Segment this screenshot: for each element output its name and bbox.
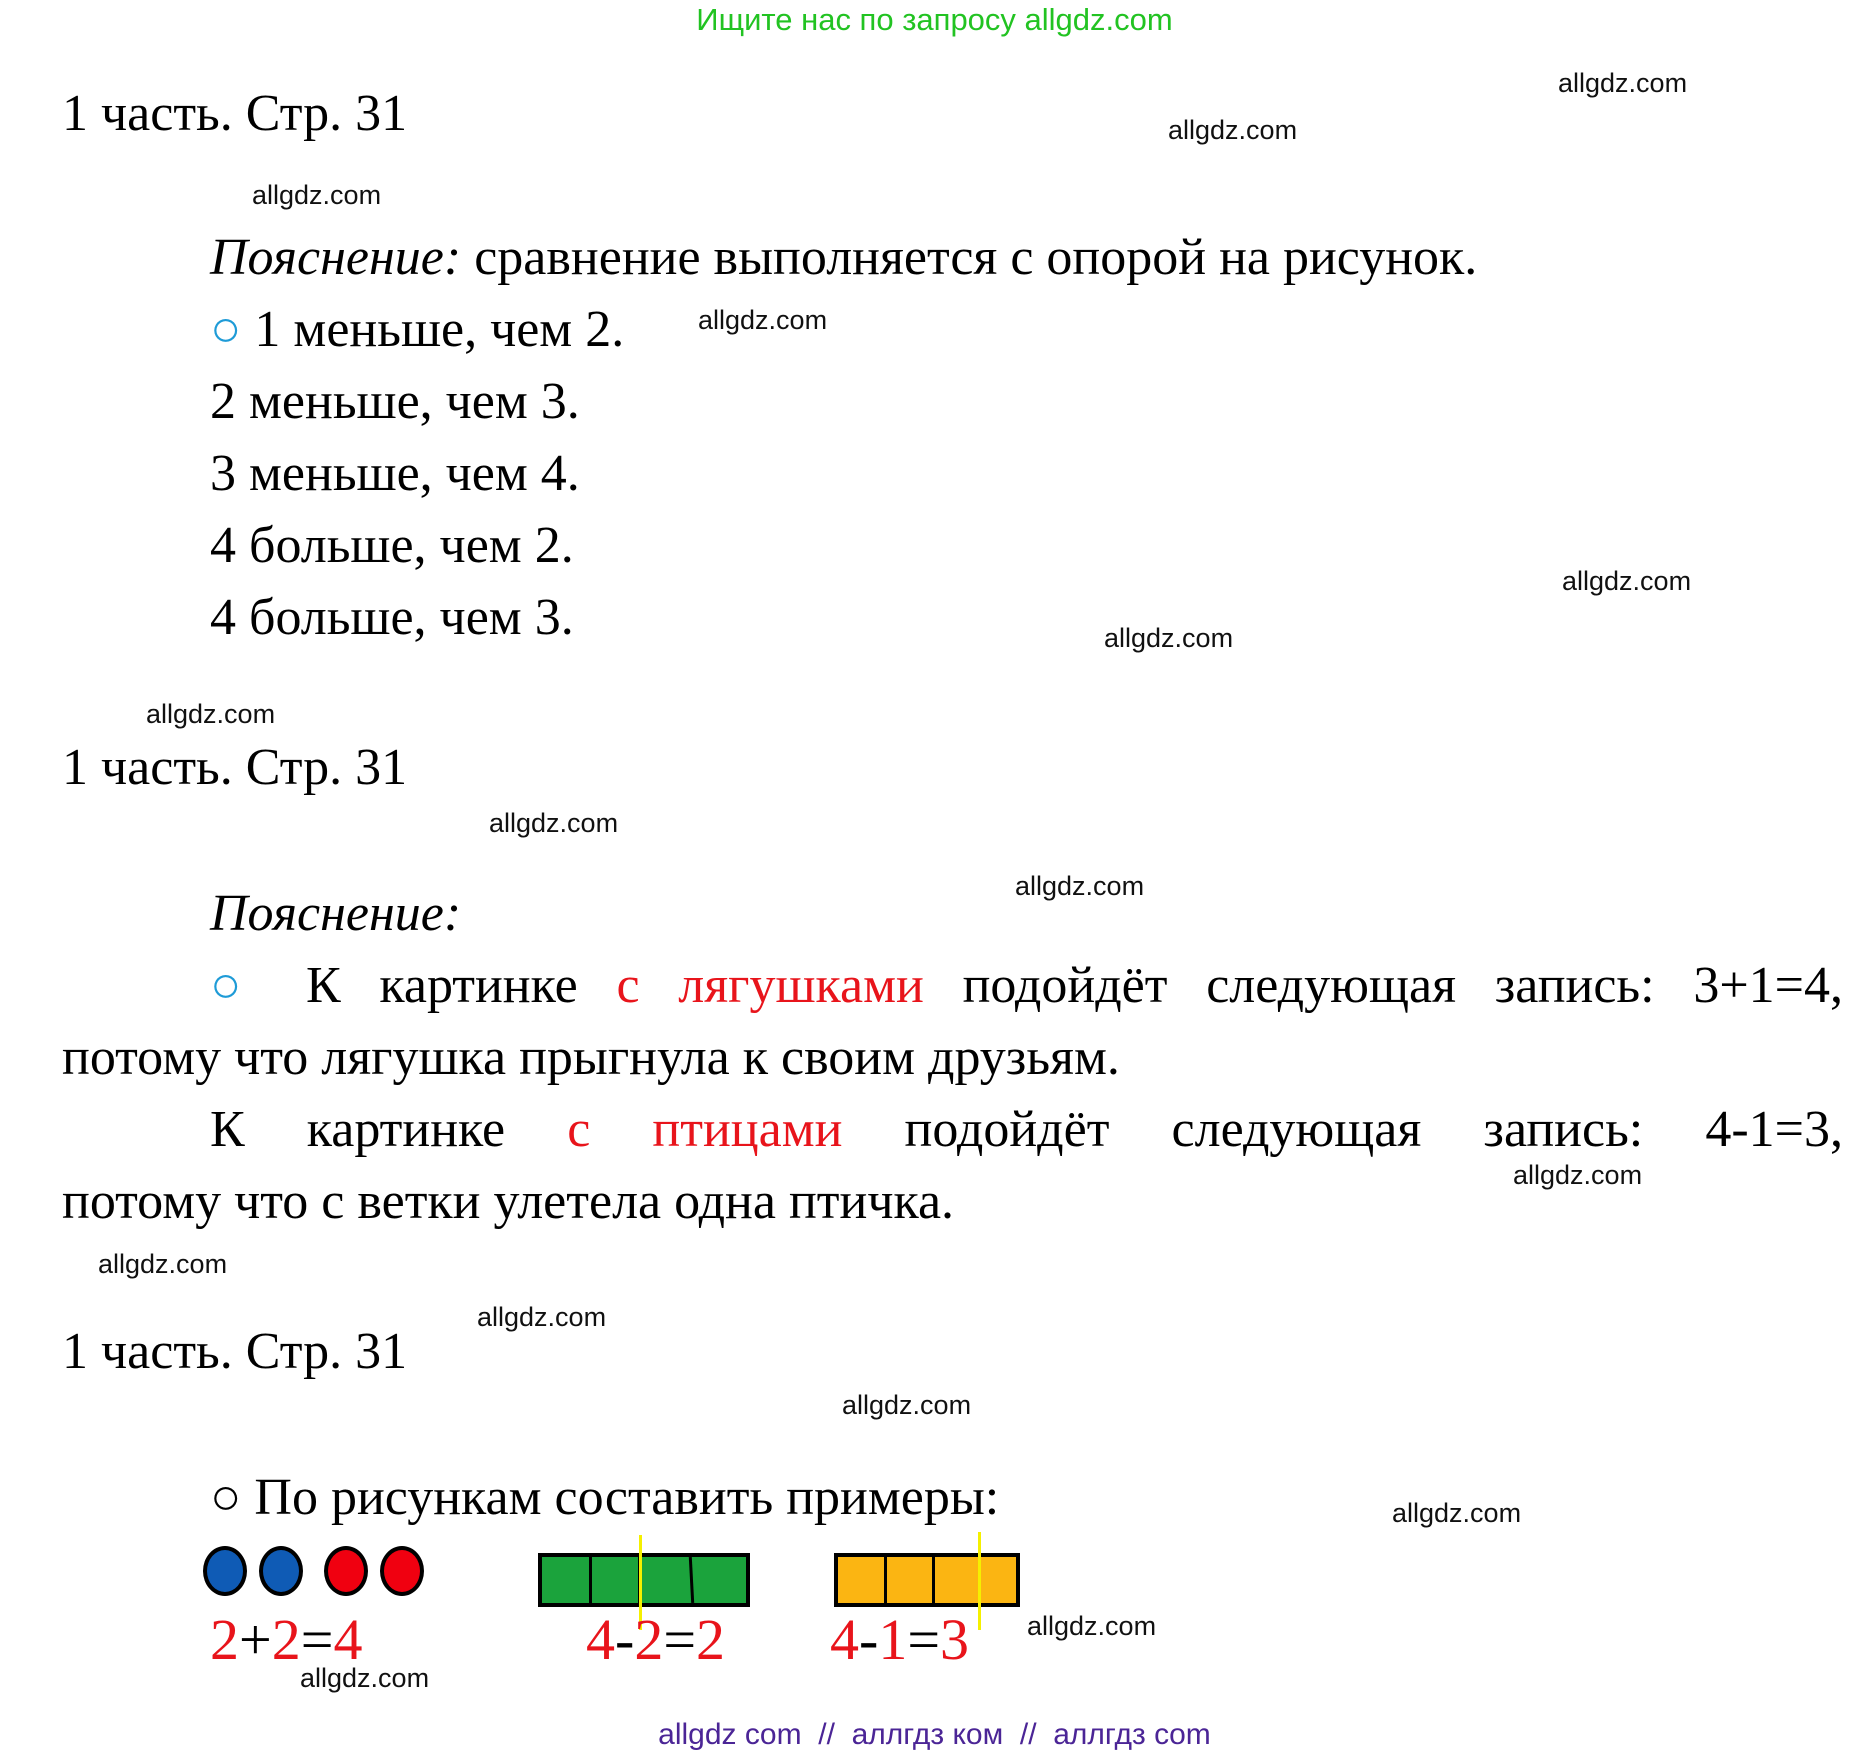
eq-op: - bbox=[859, 1607, 879, 1672]
eq-part: 2 bbox=[210, 1607, 239, 1672]
bullet-icon: ○ bbox=[210, 957, 268, 1014]
task-text: По рисункам составить примеры: bbox=[254, 1469, 1000, 1526]
watermark: allgdz.com bbox=[300, 1663, 430, 1693]
watermark: allgdz.com bbox=[698, 305, 828, 335]
watermark: allgdz.com bbox=[489, 808, 619, 838]
green-bar bbox=[538, 1553, 750, 1607]
orange-bar bbox=[834, 1553, 1020, 1607]
search-banner: Ищите нас по запросу allgdz.com bbox=[696, 2, 1173, 37]
highlight-frogs: с лягушками bbox=[616, 957, 924, 1014]
red-circle bbox=[324, 1546, 368, 1596]
text: подойдёт следующая запись: 3+1=4, bbox=[923, 957, 1844, 1014]
equation bbox=[586, 1607, 726, 1672]
explanation-line bbox=[210, 229, 1478, 286]
divider bbox=[589, 1557, 592, 1603]
task-line bbox=[210, 1469, 1000, 1526]
divider bbox=[884, 1557, 887, 1603]
eq-part: 4 bbox=[830, 1607, 859, 1672]
watermark: allgdz.com bbox=[146, 699, 276, 729]
eq-op: = bbox=[300, 1607, 334, 1672]
paragraph-frogs bbox=[62, 957, 1844, 1014]
comparison-line: 4 больше, чем 3. bbox=[210, 589, 574, 646]
eq-op: = bbox=[663, 1607, 697, 1672]
watermark: allgdz.com bbox=[1558, 68, 1688, 98]
watermark: allgdz.com bbox=[477, 1302, 607, 1332]
watermark: allgdz.com bbox=[1104, 623, 1234, 653]
paragraph-birds bbox=[62, 1101, 1844, 1158]
watermark: allgdz.com bbox=[1513, 1160, 1643, 1190]
section-heading: 1 часть. Стр. 31 bbox=[62, 739, 408, 796]
highlight-birds: с птицами bbox=[567, 1101, 843, 1158]
explanation-label: Пояснение: bbox=[210, 885, 462, 942]
eq-op: - bbox=[615, 1607, 635, 1672]
eq-part: 1 bbox=[878, 1607, 908, 1672]
section-heading: 1 часть. Стр. 31 bbox=[62, 85, 408, 142]
eq-part: 2 bbox=[696, 1607, 726, 1672]
eq-part: 2 bbox=[271, 1607, 301, 1672]
equation bbox=[830, 1607, 970, 1672]
paragraph-line: потому что лягушка прыгнула к своим друзьям. bbox=[62, 1029, 1120, 1086]
watermark: allgdz.com bbox=[842, 1390, 972, 1420]
comparison-line: 2 меньше, чем 3. bbox=[210, 373, 580, 430]
comparison-line: 4 больше, чем 2. bbox=[210, 517, 574, 574]
equation bbox=[210, 1607, 363, 1672]
comparison-text: 1 меньше, чем 2. bbox=[254, 301, 625, 358]
watermark: allgdz.com bbox=[1027, 1611, 1157, 1641]
watermark: allgdz.com bbox=[1168, 115, 1298, 145]
watermark: allgdz.com bbox=[252, 180, 382, 210]
eq-part: 2 bbox=[634, 1607, 664, 1672]
paragraph-line: потому что с ветки улетела одна птичка. bbox=[62, 1173, 955, 1230]
watermark: allgdz.com bbox=[98, 1249, 228, 1279]
footer-links: allgdz com // аллгдз ком // аллгдз com bbox=[658, 1718, 1211, 1751]
divider bbox=[932, 1557, 935, 1603]
bullet-icon: ○ bbox=[210, 301, 242, 358]
eq-op: = bbox=[907, 1607, 941, 1672]
eq-part: 3 bbox=[940, 1607, 970, 1672]
text: К картинке bbox=[305, 957, 617, 1014]
section-heading: 1 часть. Стр. 31 bbox=[62, 1323, 408, 1380]
watermark: allgdz.com bbox=[1562, 566, 1692, 596]
split-line bbox=[978, 1532, 981, 1630]
divider bbox=[689, 1557, 694, 1603]
watermark: allgdz.com bbox=[1015, 871, 1145, 901]
red-circle bbox=[380, 1546, 424, 1596]
watermark: allgdz.com bbox=[1392, 1498, 1522, 1528]
comparison-line: 3 меньше, чем 4. bbox=[210, 445, 580, 502]
explanation-label: Пояснение: bbox=[210, 229, 462, 286]
eq-part: 4 bbox=[586, 1607, 615, 1672]
bullet-icon: ○ bbox=[210, 1469, 242, 1526]
eq-op: + bbox=[239, 1607, 272, 1672]
explanation-text: сравнение выполняется с опорой на рисунок. bbox=[461, 229, 1478, 286]
comparison-line bbox=[210, 301, 625, 358]
text: К картинке bbox=[210, 1101, 568, 1158]
blue-circle bbox=[203, 1546, 247, 1596]
blue-circle bbox=[259, 1546, 303, 1596]
text: подойдёт следующая запись: 4-1=3, bbox=[842, 1101, 1844, 1158]
eq-part: 4 bbox=[333, 1607, 363, 1672]
